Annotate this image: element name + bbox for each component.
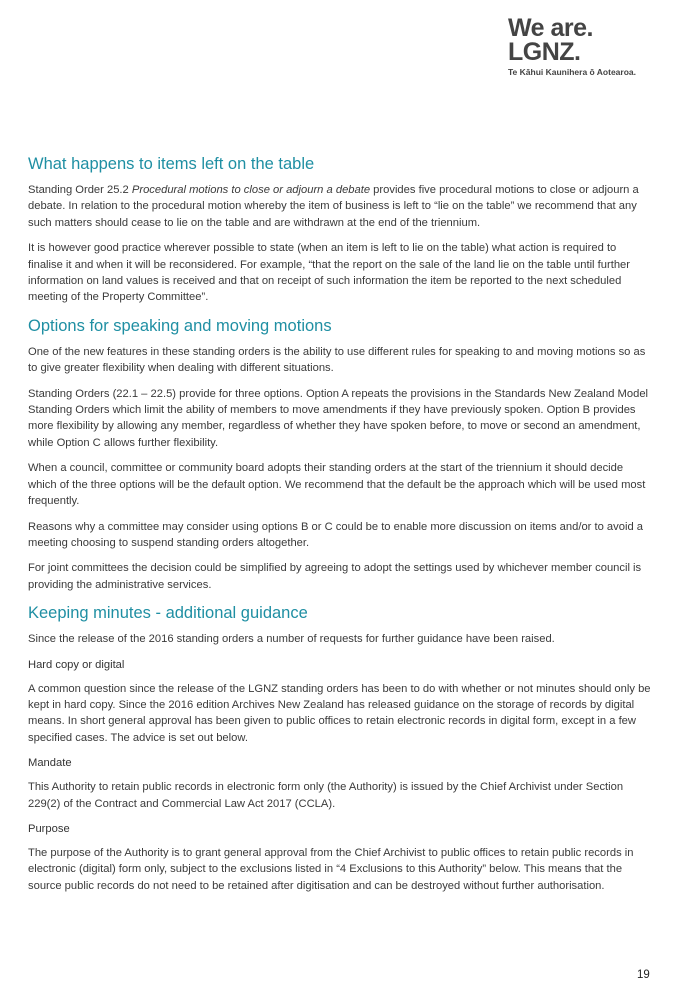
page-number: 19 [637,969,650,981]
paragraph: Reasons why a committee may consider using options B or C could be to enable more discussion on items and/or to avoid a meeting choosing to suspend standing orders altogether. [28,520,644,549]
paragraph: For joint committees the decision could be simplified by agreeing to adopt the settings used by whichever member council is providing the administrative services. [28,562,642,591]
paragraph: One of the new features in these standing orders is the ability to use different rules for speaking to and moving motions so as to give greater flexibility when dealing with different situations. [28,345,646,375]
heading-options-speaking: Options for speaking and moving motions [28,316,332,335]
paragraph: The purpose of the Authority is to grant general approval from the Chief Archivist to public offices to retain public records in electronic (digital) form only, subject to the exclusions listed in “4 Exclusions to this Authority” below. This means that the source public records do not need to be retained after digitisation and can be destroyed without further authorisation. [28,846,634,892]
paragraph: Since the release of the 2016 standing orders a number of requests for further guidance have been raised. [28,633,555,646]
subheading-hard-copy: Hard copy or digital [28,658,125,671]
paragraph: It is however good practice wherever possible to state (when an item is left to lie on the table) what action is required to finalise it and when it will be reconsidered. For example, “that the report on the sale of the land lie on the table until further information on land values is received and that on receipt of such information the item be reported to the next scheduled meeting of the Property Committee”. [28,242,630,304]
subheading-mandate: Mandate [28,757,72,770]
paragraph: This Authority to retain public records in electronic form only (the Authority) is issued by the Chief Archivist under Section 229(2) of the Contract and Commercial Law Act 2017 (CCLA). [28,781,624,810]
emphasis-text: Procedural motions to close or adjourn a debate [131,184,371,196]
heading-keeping-minutes: Keeping minutes - additional guidance [28,604,308,623]
lgnz-logo [508,16,668,77]
text-run: provides five procedural motions to close or adjourn a debate. In relation to the procedural motion whereby the item of business is left to “lie on the table” we recommend that any such matters should cease to lie on the table and are withdrawn at the end of the triennium. [28,184,639,229]
content [28,153,654,903]
logo-line-2: LGNZ. [508,38,581,66]
paragraph [28,182,654,231]
paragraph: A common question since the release of the LGNZ standing orders has been to do with whether or not minutes should only be kept in hard copy. Since the 2016 edition Archives New Zealand has released guidance on the storage of records by digital means. In short general approval has been given to public offices to retain electronic records in digital form, except in a few specified cases. The advice is set out below. [28,682,651,744]
logo-line-1: We are. [508,14,593,42]
subheading-purpose: Purpose [28,822,70,835]
logo-tagline: Te Kāhui Kaunihera ō Aotearoa. [508,67,636,77]
heading-items-left-on-table: What happens to items left on the table [28,155,315,173]
text-run: Standing Order 25.2 [28,184,132,196]
paragraph: Standing Orders (22.1 – 22.5) provide for three options. Option A repeats the provisions in the Standards New Zealand Model Standing Orders which limit the ability of members to move amendments if they have previously spoken. Option B provides more flexibility by allowing any member, regardless of whether they have spoken before, to move or second an amendment, while Option C allows further flexibility. [28,387,649,449]
paragraph: When a council, committee or community board adopts their standing orders at the start of the triennium it should decide which of the three options will be the default option. We recommend that the default be the approach which will be used most frequently. [28,462,646,508]
